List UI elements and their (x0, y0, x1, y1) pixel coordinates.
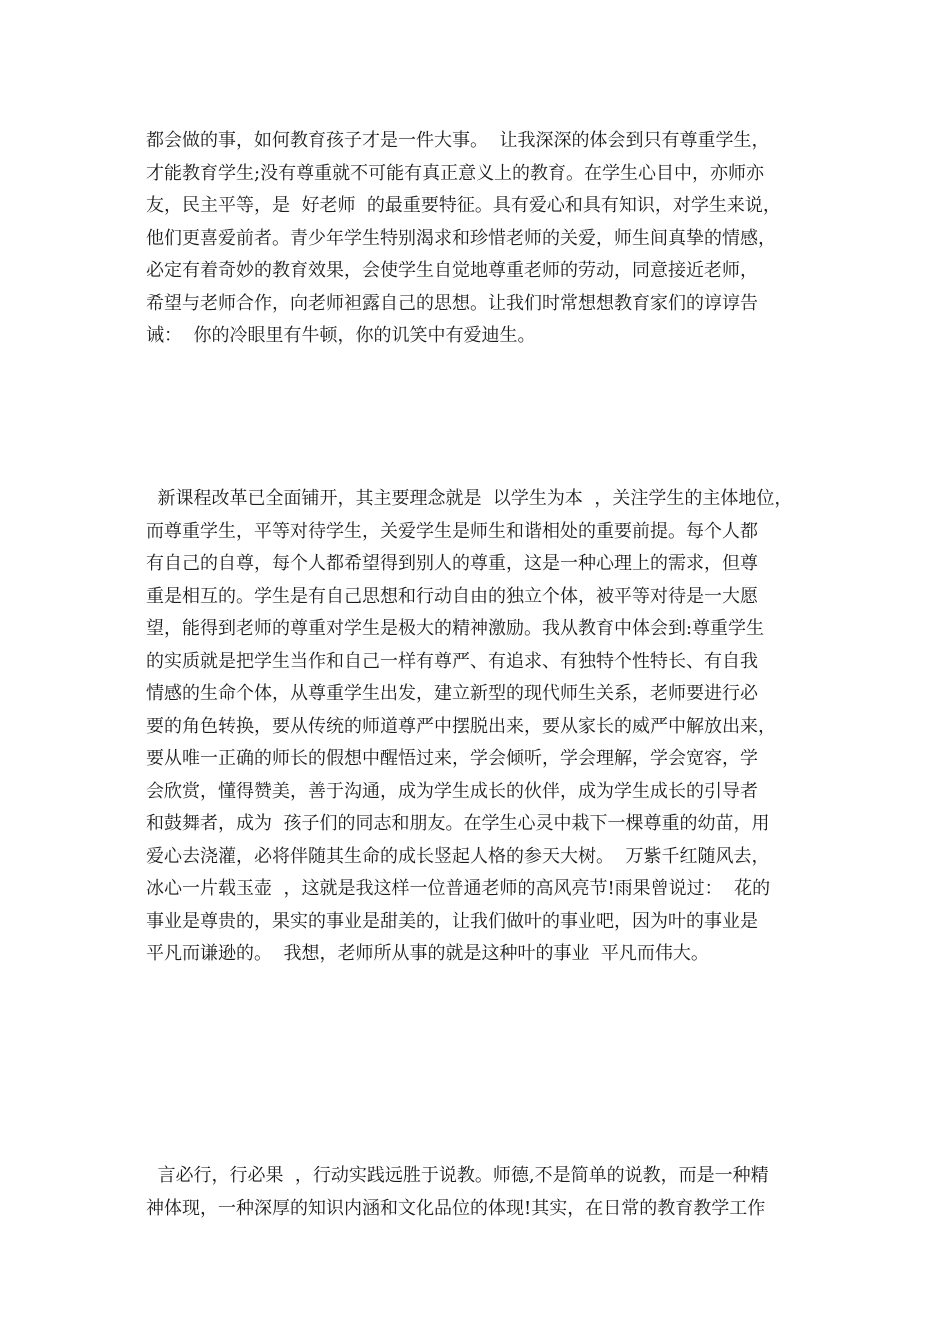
text-line: 和鼓舞者，成为 孩子们的同志和朋友。在学生心灵中栽下一棵尊重的幼苗，用 (146, 813, 770, 834)
text-line: 诫： 你的冷眼里有牛顿，你的讥笑中有爱迪生。 (146, 325, 536, 346)
text-line: 冰心一片载玉壶 ，这就是我这样一位普通老师的高风亮节!雨果曾说过： 花的 (146, 878, 771, 899)
text-line: 希望与老师合作，向老师袒露自己的思想。让我们时常想想教育家们的谆谆告 (146, 292, 758, 314)
paragraph-respect-students (146, 125, 816, 353)
text-line: 都会做的事，如何教育孩子才是一件大事。 让我深深的体会到只有尊重学生， (146, 130, 770, 151)
text-line: 情感的生命个体，从尊重学生出发，建立新型的现代师生关系，老师要进行必 (146, 683, 758, 704)
text-line: 必定有着奇妙的教育效果，会使学生自觉地尊重老师的劳动，同意接近老师， (146, 260, 758, 281)
text-line: 望，能得到老师的尊重对学生是极大的精神激励。我从教育中体会到:尊重学生 (146, 618, 765, 639)
text-line: 的实质就是把学生当作和自己一样有尊严、有追求、有独特个性特长、有自我 (146, 650, 758, 672)
text-line: 才能教育学生;没有尊重就不可能有真正意义上的教育。在学生心目中，亦师亦 (146, 162, 765, 184)
text-line: 会欣赏，懂得赞美，善于沟通，成为学生成长的伙伴，成为学生成长的引导者 (146, 780, 758, 802)
text-line: 他们更喜爱前者。青少年学生特别渴求和珍惜老师的关爱，师生间真挚的情感， (146, 227, 776, 249)
text-line: 言必行，行必果 ，行动实践远胜于说教。师德,不是简单的说教，而是一种精 (146, 1165, 769, 1186)
text-line: 平凡而谦逊的。 我想，老师所从事的就是这种叶的事业 平凡而伟大。 (146, 943, 709, 964)
text-line: 友，民主平等，是 好老师 的最重要特征。具有爱心和具有知识，对学生来说， (146, 195, 781, 216)
text-line: 有自己的自尊，每个人都希望得到别人的尊重，这是一种心理上的需求，但尊 (146, 553, 758, 574)
text-line: 神体现，一种深厚的知识内涵和文化品位的体现!其实，在日常的教育教学工作 (146, 1197, 766, 1219)
text-line: 重是相互的。学生是有自己思想和行动自由的独立个体，被平等对待是一大愿 (146, 585, 758, 607)
text-line: 要的角色转换，要从传统的师道尊严中摆脱出来，要从家长的威严中解放出来， (146, 715, 776, 737)
paragraph-action-over-words (146, 1160, 816, 1225)
text-line: 事业是尊贵的，果实的事业是甜美的，让我们做叶的事业吧，因为叶的事业是 (146, 910, 758, 932)
text-line: 爱心去浇灌，必将伴随其生命的成长竖起人格的参天大树。 万紫千红随风去， (146, 845, 770, 867)
paragraph-curriculum-reform (146, 483, 816, 971)
text-line: 要从唯一正确的师长的假想中醒悟过来，学会倾听，学会理解，学会宽容，学 (146, 748, 758, 769)
text-line: 新课程改革已全面铺开，其主要理念就是 以学生为本 ，关注学生的主体地位， (146, 488, 793, 509)
text-line: 而尊重学生，平等对待学生，关爱学生是师生和谐相处的重要前提。每个人都 (146, 520, 758, 542)
